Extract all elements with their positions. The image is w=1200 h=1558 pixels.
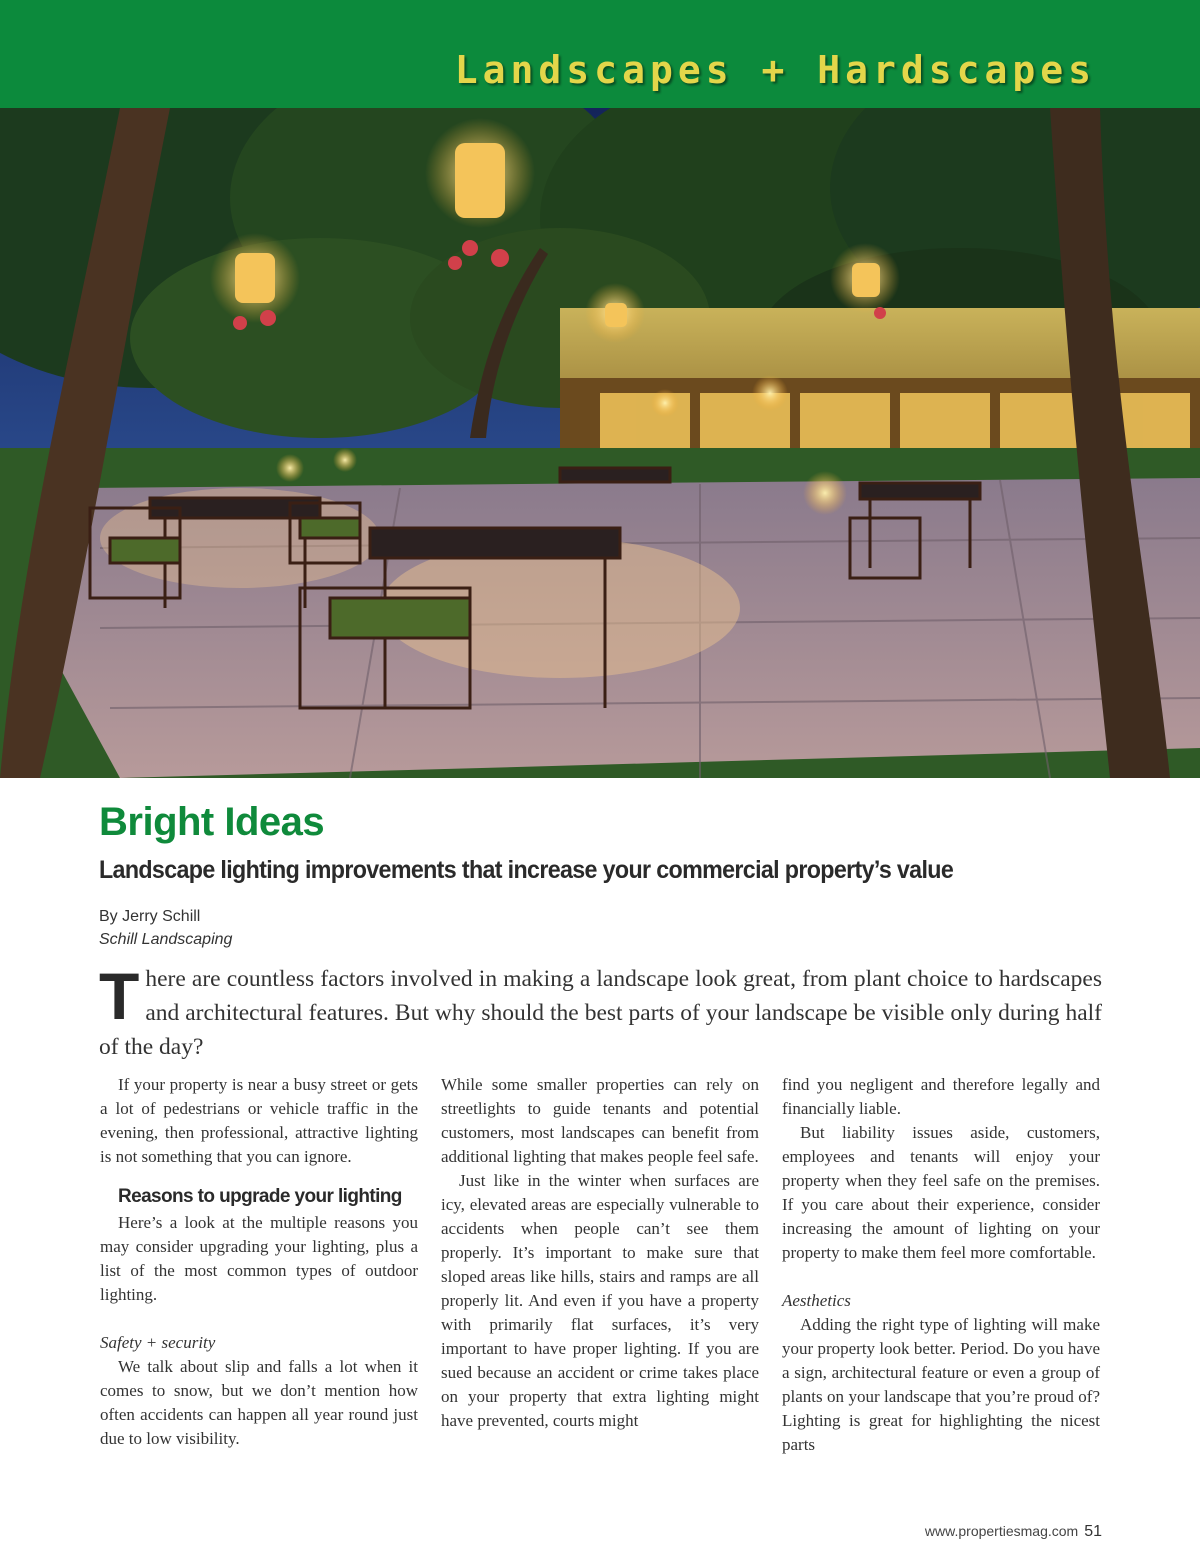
lead-text: here are countless factors involved in making a landscape look great, from plant choice to hardscapes and architectural features. But why should the best parts of your landscape be visible only during half of the day? (99, 966, 1102, 1060)
section-heading: Reasons to upgrade your lighting (118, 1186, 402, 1207)
body-column-2 (441, 1073, 759, 1433)
article-subheadline: Landscape lighting improvements that increase your commercial property’s value (99, 856, 954, 884)
hero-photo (0, 108, 1200, 778)
body-paragraph: If your property is near a busy street or gets a lot of pedestrians or vehicle traffic in the evening, then professional, attractive lighting is not something that you can ignore. (100, 1075, 418, 1166)
subsection-heading: Aesthetics (782, 1291, 851, 1310)
author-name: By Jerry Schill (99, 908, 201, 925)
footer-url: www.propertiesmag.com (924, 1523, 1079, 1539)
body-paragraph: But liability issues aside, customers, employees and tenants will enjoy your property when they feel safe on the premises. If you care about their experience, consider increasing the amount of lighting on your property to make them feel more comfortable. (782, 1123, 1100, 1262)
byline (99, 905, 232, 951)
subsection-heading: Safety + security (100, 1333, 216, 1352)
page-footer (925, 1523, 1102, 1541)
body-paragraph: Just like in the winter when surfaces are icy, elevated areas are especially vulnerable to accidents when people can’t see them properly. It’s important to make sure that sloped areas like hills, stairs and ramps are all properly lit. And even if you have a property with primarily flat surfaces, it’s very important to have proper lighting. If you are sued because an accident or crime takes place on your property that extra lighting might have prevented, courts might (441, 1171, 759, 1430)
section-banner (0, 0, 1200, 108)
drop-cap: T (99, 959, 140, 1033)
body-paragraph: We talk about slip and falls a lot when it comes to snow, but we don’t mention how often accidents can happen all year round just due to low visibility. (100, 1357, 418, 1448)
author-organization: Schill Landscaping (99, 931, 233, 948)
section-title: Landscapes + Hardscapes (454, 48, 1096, 92)
body-paragraph: While some smaller properties can rely on streetlights to guide tenants and potential customers, most landscapes can benefit from additional lighting that makes people feel safe. (441, 1075, 759, 1166)
body-paragraph: Adding the right type of lighting will make your property look better. Period. Do you have a sign, architectural feature or even a group of plants on your landscape that you’re proud of? Lighting is great for highlighting the nicest parts (782, 1315, 1100, 1454)
article-headline: Bright Ideas (99, 800, 325, 844)
body-paragraph: find you negligent and therefore legally and financially liable. (782, 1075, 1100, 1118)
body-paragraph: Here’s a look at the multiple reasons you may consider upgrading your lighting, plus a list of the most common types of outdoor lighting. (100, 1213, 418, 1304)
body-column-1 (100, 1073, 418, 1451)
body-column-3 (782, 1073, 1100, 1457)
lead-paragraph (99, 959, 1102, 1064)
page-number: 51 (1084, 1523, 1102, 1540)
